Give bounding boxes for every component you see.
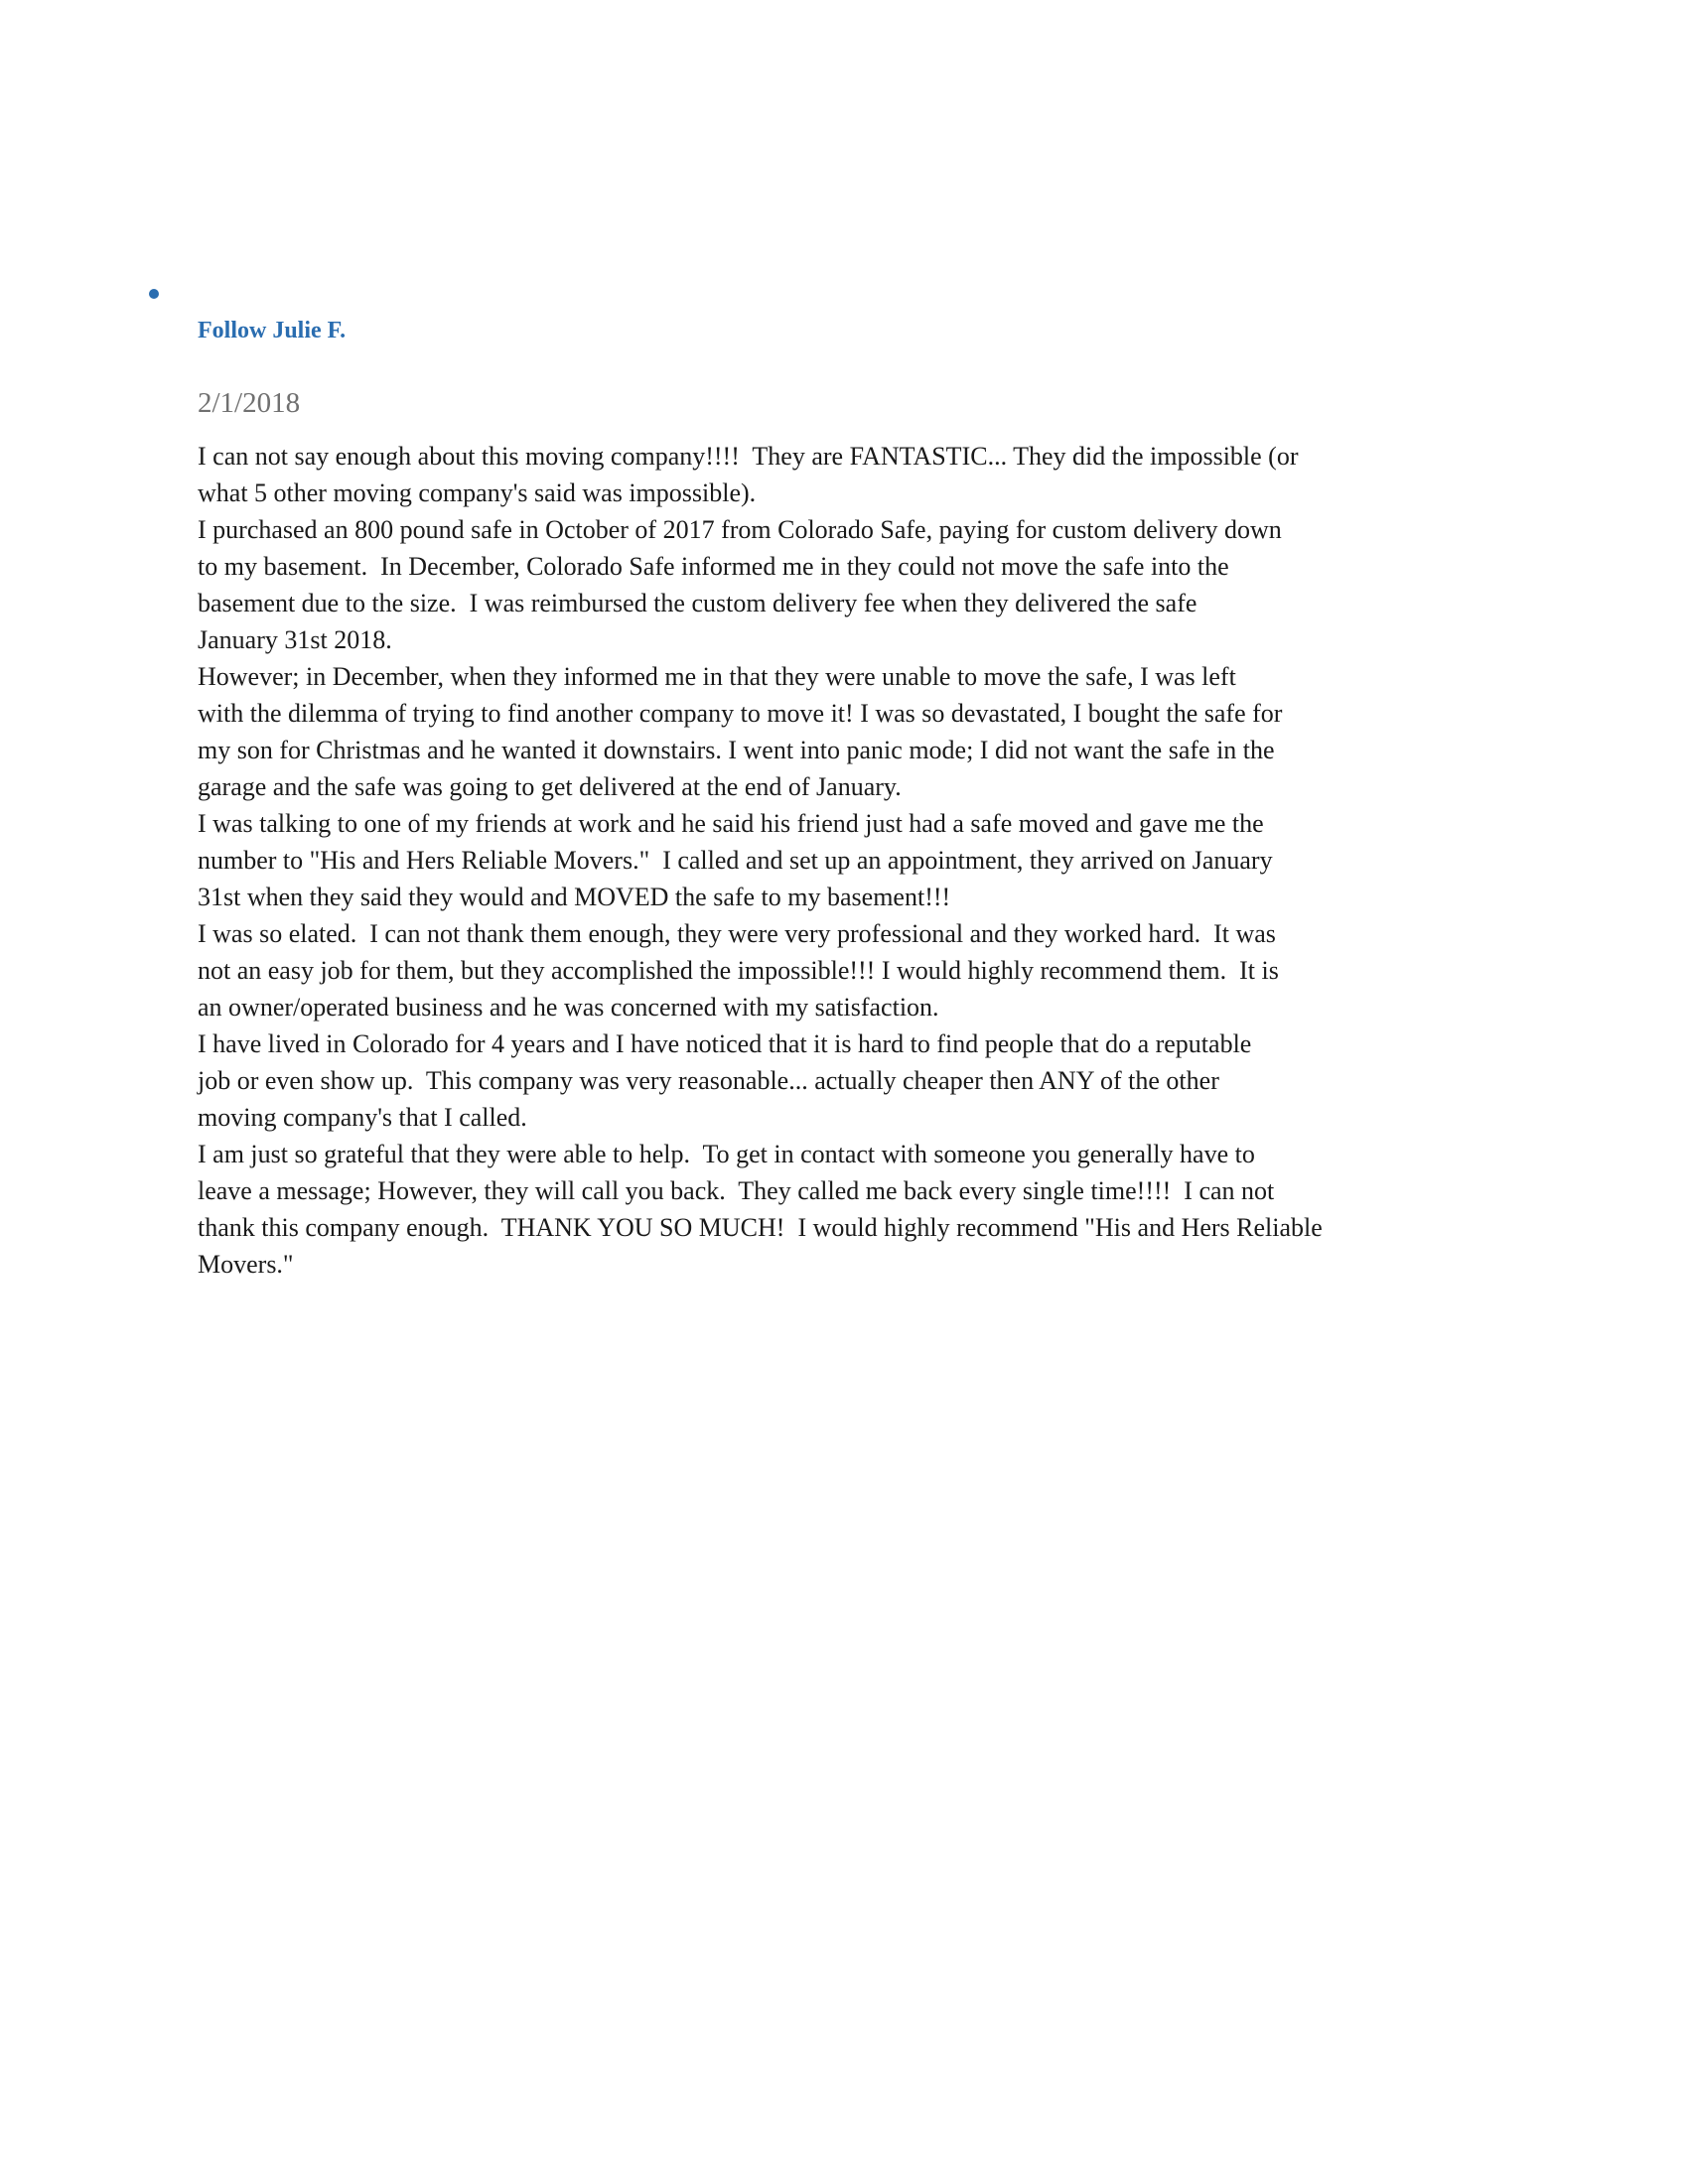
review-line: I have lived in Colorado for 4 years and I have noticed that it is hard to find people that do a reputable: [198, 1029, 1252, 1058]
review-line: I can not say enough about this moving company!!!! They are FANTASTIC... They did the impossible (or: [198, 442, 1299, 471]
review-line: thank this company enough. THANK YOU SO MUCH! I would highly recommend "His and Hers Reliable: [198, 1213, 1323, 1242]
review-line: number to "His and Hers Reliable Movers." I called and set up an appointment, they arrived on January: [198, 846, 1273, 875]
review-body: [198, 438, 1508, 1283]
review-line: my son for Christmas and he wanted it downstairs. I went into panic mode; I did not want the safe in the: [198, 736, 1275, 764]
review-line: garage and the safe was going to get delivered at the end of January.: [198, 772, 902, 801]
review-line: I was so elated. I can not thank them enough, they were very professional and they worked hard. It was: [198, 919, 1276, 948]
follow-user-link[interactable]: Follow Julie F.: [198, 318, 347, 343]
review-line: 31st when they said they would and MOVED the safe to my basement!!!: [198, 883, 951, 911]
review-line: moving company's that I called.: [198, 1103, 527, 1132]
review-line: with the dilemma of trying to find another company to move it! I was so devastated, I bought the safe for: [198, 699, 1283, 728]
review-line: However; in December, when they informed me in that they were unable to move the safe, I was left: [198, 662, 1236, 691]
review-line: basement due to the size. I was reimbursed the custom delivery fee when they delivered the safe: [198, 589, 1197, 617]
review-line: an owner/operated business and he was concerned with my satisfaction.: [198, 993, 939, 1022]
review-line: what 5 other moving company's said was impossible).: [198, 478, 757, 507]
review-line: I was talking to one of my friends at work and he said his friend just had a safe moved and gave me the: [198, 809, 1264, 838]
review-line: job or even show up. This company was very reasonable... actually cheaper then ANY of the other: [198, 1066, 1219, 1095]
review-line: to my basement. In December, Colorado Safe informed me in they could not move the safe into the: [198, 552, 1229, 581]
review-line: I purchased an 800 pound safe in October of 2017 from Colorado Safe, paying for custom delivery down: [198, 515, 1282, 544]
review-line: I am just so grateful that they were able to help. To get in contact with someone you generally have to: [198, 1140, 1255, 1168]
review-date: 2/1/2018: [198, 387, 301, 419]
review-line: January 31st 2018.: [198, 625, 392, 654]
list-bullet-icon: [149, 289, 159, 299]
review-line: Movers.": [198, 1250, 294, 1279]
review-line: not an easy job for them, but they accomplished the impossible!!! I would highly recommend them. It is: [198, 956, 1279, 985]
review-line: leave a message; However, they will call you back. They called me back every single time!!!! I can not: [198, 1176, 1275, 1205]
